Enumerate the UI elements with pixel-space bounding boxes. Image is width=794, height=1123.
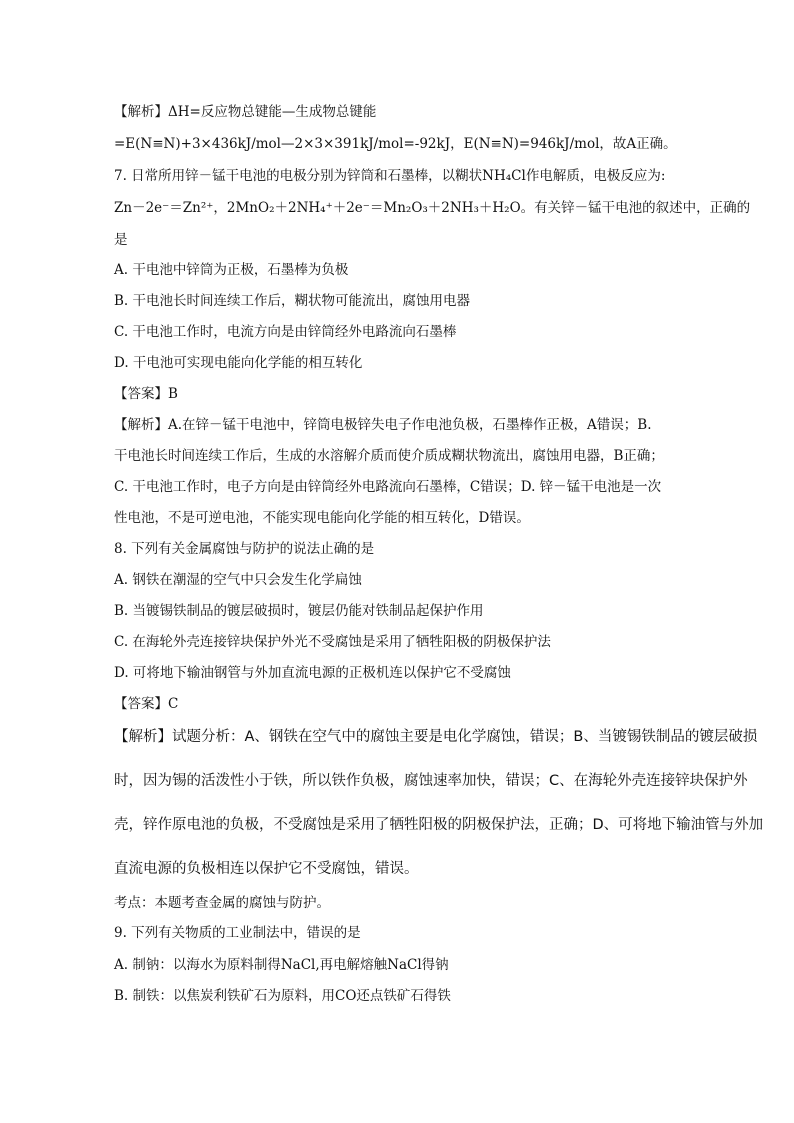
question-9-option-b: B. 制铁：以焦炭利铁矿石为原料，用CO还点铁矿石得铁 — [114, 988, 451, 1004]
question-8-analysis-2: 时，因为锡的活泼性小于铁，所以铁作负极，腐蚀速率加快，错误；C、在海轮外壳连接锌块保护外 — [114, 773, 748, 789]
question-7-stem-2: Zn－2e⁻＝Zn²⁺，2MnO₂＋2NH₄⁺＋2e⁻＝Mn₂O₃＋2NH₃＋H₂O。有关锌－锰干电池的叙述中，正确的 — [114, 200, 751, 216]
question-7-option-d: D. 干电池可实现电能向化学能的相互转化 — [114, 355, 363, 371]
question-7-analysis-3: C. 干电池工作时，电子方向是由锌筒经外电路流向石墨棒，C错误；D. 锌－锰干电池是一次 — [114, 479, 662, 495]
question-8-analysis-1: 【解析】试题分析：A、钢铁在空气中的腐蚀主要是电化学腐蚀，错误；B、当镀锡铁制品的镀层破损 — [114, 729, 758, 745]
question-9-stem: 9. 下列有关物质的工业制法中，错误的是 — [114, 925, 361, 941]
question-8-option-c: C. 在海轮外壳连接锌块保护外光不受腐蚀是采用了牺牲阳极的阴极保护法 — [114, 634, 551, 650]
question-8-option-d: D. 可将地下输油钢管与外加直流电源的正极机连以保护它不受腐蚀 — [114, 665, 511, 681]
question-8-analysis-3: 壳，锌作原电池的负极，不受腐蚀是采用了牺牲阳极的阴极保护法，正确；D、可将地下输油管与外加 — [114, 817, 764, 833]
question-7-analysis-4: 性电池，不是可逆电池，不能实现电能向化学能的相互转化，D错误。 — [114, 510, 530, 526]
question-8-answer: 【答案】C — [114, 696, 179, 712]
question-8-kaodian: 考点：本题考查金属的腐蚀与防护。 — [114, 895, 330, 911]
question-7-option-a: A. 干电池中锌筒为正极，石墨棒为负极 — [114, 262, 349, 278]
question-8-option-a: A. 钢铁在潮湿的空气中只会发生化学扁蚀 — [114, 572, 362, 588]
question-7-option-b: B. 干电池长时间连续工作后，糊状物可能流出，腐蚀用电器 — [114, 293, 471, 309]
question-7-answer: 【答案】B — [114, 386, 178, 402]
question-9-option-a: A. 制钠：以海水为原料制得NaCl,再电解熔触NaCl得钠 — [114, 957, 449, 973]
question-7-option-c: C. 干电池工作时，电流方向是由锌筒经外电路流向石墨棒 — [114, 324, 457, 340]
analysis-line-2: =E(N≡N)+3×436kJ/mol—2×3×391kJ/mol=-92kJ，E(N≡N)=946kJ/mol，故A正确。 — [114, 136, 677, 152]
question-7-stem-3: 是 — [114, 232, 128, 248]
question-8-stem: 8. 下列有关金属腐蚀与防护的说法止确的是 — [114, 541, 375, 557]
question-7-analysis-1: 【解析】A.在锌－锰干电池中，锌筒电极锌失电子作电池负极，石墨棒作正极，A错误；B. — [114, 417, 652, 433]
question-8-analysis-4: 直流电源的负极相连以保护它不受腐蚀，错误。 — [114, 861, 419, 877]
question-8-option-b: B. 当镀锡铁制品的镀层破损时，镀层仍能对铁制品起保护作用 — [114, 603, 484, 619]
question-7-stem-1: 7. 日常所用锌－锰干电池的电极分别为锌筒和石墨棒，以糊状NH₄Cl作电解质，电极反应为: — [114, 168, 666, 184]
analysis-line-1: 【解析】ΔH=反应物总键能—生成物总键能 — [114, 104, 377, 120]
question-7-analysis-2: 干电池长时间连续工作后，生成的水溶解介质而使介质成糊状物流出，腐蚀用电器，B正确； — [114, 448, 664, 464]
